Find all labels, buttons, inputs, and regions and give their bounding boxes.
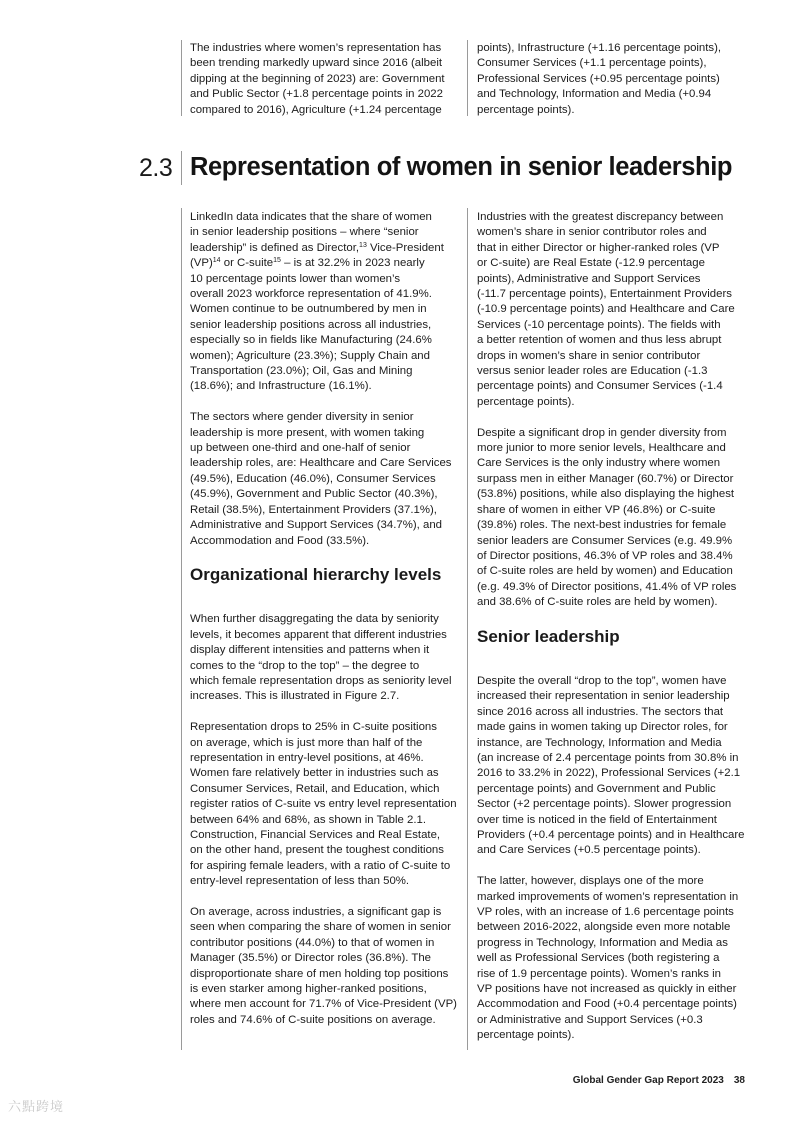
column-rule-left-top	[181, 40, 182, 116]
footnote-15[interactable]: 15	[273, 257, 281, 265]
column-rule-right-top	[467, 40, 468, 116]
column-rule-right	[467, 208, 468, 1050]
section-rule	[181, 151, 182, 185]
subheading-organizational-hierarchy: Organizational hierarchy levels	[190, 565, 442, 585]
left-paragraph-5: On average, across industries, a significant gap is seen when comparing the share of women in senior contributor positions (44.0%) to that of women in Manager (35.5%) or Director roles (36.8%). The disproportionate share of men holding top positions is even starker among higher-ranked positions, where men account for 71.7% of Vice-President (VP) roles and 74.6% of C-suite positions on average.	[190, 906, 457, 1026]
watermark: 六點跨境	[8, 1099, 65, 1114]
page-number: 38	[733, 1075, 745, 1086]
right-paragraph-4: The latter, however, displays one of the more marked improvements of women’s representation in VP roles, with an increase of 1.6 percentage points between 2016-2022, alongside even more notable progress in Technology, Information and Media as well as Professional Services (both registering a rise of 1.9 percentage points). Women’s ranks in VP positions have not increased as quickly in either Accommodation and Food (+0.4 percentage points) or Administrative and Support Services (+0.3 percentage points).	[477, 875, 739, 1042]
section-number: 2.3	[139, 154, 173, 182]
left-paragraph-2: The sectors where gender diversity in senior leadership is more present, with women taking up between one-third and one-half of senior leadership roles, are: Healthcare and Care Services (49.5%), Education (46.0%), Consumer Services (45.9%), Government and Public Sector (40.3%), Retail (38.5%), Entertainment Providers (37.1%), Administrative and Support Services (34.7%), and Accommodation and Food (33.5%).	[190, 411, 452, 547]
footnote-13[interactable]: 13	[359, 241, 367, 249]
left-paragraph-1: LinkedIn data indicates that the share of women in senior leadership positions – where “senior leadership” is defined as Director,$^{13}$ Vice-President (VP)$^{14}$ or C-suite$^{15}$ – is at 32.2% in 2023 nearly 10 percentage points lower than women’s overall 2023 workforce representation of 41.9%. Women continue to be outnumbered by men in senior leadership positions across all industries, especially so in fields like Manufacturing (24.6% women); Agriculture (23.3%); Supply Chain and Transportation (23.0%); Oil, Gas and Mining (18.6%); and Infrastructure (16.1%).	[190, 211, 444, 393]
page-footer	[563, 1075, 745, 1086]
subheading-senior-leadership: Senior leadership	[477, 626, 620, 646]
right-paragraph-2: Despite a significant drop in gender diversity from more junior to more senior levels, Healthcare and Care Services is the only industry where women surpass men in either Manager (60.7%) or Director (53.8%) positions, while also displaying the highest share of women in either VP (46.8%) or C-suite (39.8%) roles. The next-best industries for female senior leaders are Consumer Services (e.g. 49.9% of Director positions, 46.3% of VP roles and 38.4% of C-suite roles are held by women) and Education (e.g. 49.3% of Director positions, 41.4% of VP roles and 38.6% of C-suite roles are held by women).	[477, 426, 737, 609]
right-paragraph-1: Industries with the greatest discrepancy between women’s share in senior contributor roles and that in either Director or higher-ranked roles (VP or C-suite) are Real Estate (-12.9 percentage points), Administrative and Support Services (-11.7 percentage points), Entertainment Providers (-10.9 percentage points) and Healthcare and Care Services (-10 percentage points). The fields with a better retention of women and thus less abrupt drops in women’s share in senior contributor versus senior leader roles are Education (-1.3 percentage points) and Consumer Services (-1.4 percentage points).	[477, 211, 735, 408]
footnote-14[interactable]: 14	[212, 257, 221, 265]
right-paragraph-3: Despite the overall “drop to the top”, women have increased their representation in senior leadership since 2016 across all industries. The sectors that made gains in women taking up Director roles, for instance, are Technology, Information and Media (an increase of 2.4 percentage points from 30.8% in 2016 to 33.2% in 2022), Professional Services (+2.1 percentage points) and Government and Public Sector (+2 percentage points). Slower progression over time is noticed in the field of Entertainment Providers (+0.4 percentage points) and in Healthcare and Care Services (+0.5 percentage points).	[477, 674, 745, 857]
top-right-column	[477, 41, 757, 118]
left-column	[190, 210, 462, 1028]
top-left-paragraph: The industries where women’s representation has been trending markedly upward since 2016 (albeit dipping at the beginning of 2023) are: Government and Public Sector (+1.8 percentage points in 2022 compared to 2016), Agriculture (+1.24 percentage	[190, 42, 445, 116]
right-column	[477, 210, 757, 1044]
top-left-column	[190, 41, 462, 118]
top-right-paragraph: points), Infrastructure (+1.16 percentage points), Consumer Services (+1.1 percentage points), Professional Services (+0.95 percentage points) and Technology, Information and Media (+0.94 percentage points).	[477, 42, 722, 116]
left-paragraph-4: Representation drops to 25% in C-suite positions on average, which is just more than half of the representation in entry-level positions, at 46%. Women fare relatively better in industries such as Consumer Services, Retail, and Education, which register ratios of C-suite vs entry level representation between 64% and 68%, as shown in Table 2.1. Construction, Financial Services and Real Estate, on the other hand, present the toughest conditions for aspiring female leaders, with a ratio of C-suite to entry-level representation of less than 50%.	[190, 721, 457, 888]
column-rule-left	[181, 208, 182, 1050]
left-paragraph-3: When further disaggregating the data by seniority levels, it becomes apparent that different industries display different intensities and patterns when it comes to the “drop to the top” – the degree to which female representation drops as seniority level increases. This is illustrated in Figure 2.7.	[190, 613, 452, 703]
section-title: Representation of women in senior leadership	[190, 153, 733, 181]
report-title: Global Gender Gap Report 2023	[572, 1075, 724, 1086]
